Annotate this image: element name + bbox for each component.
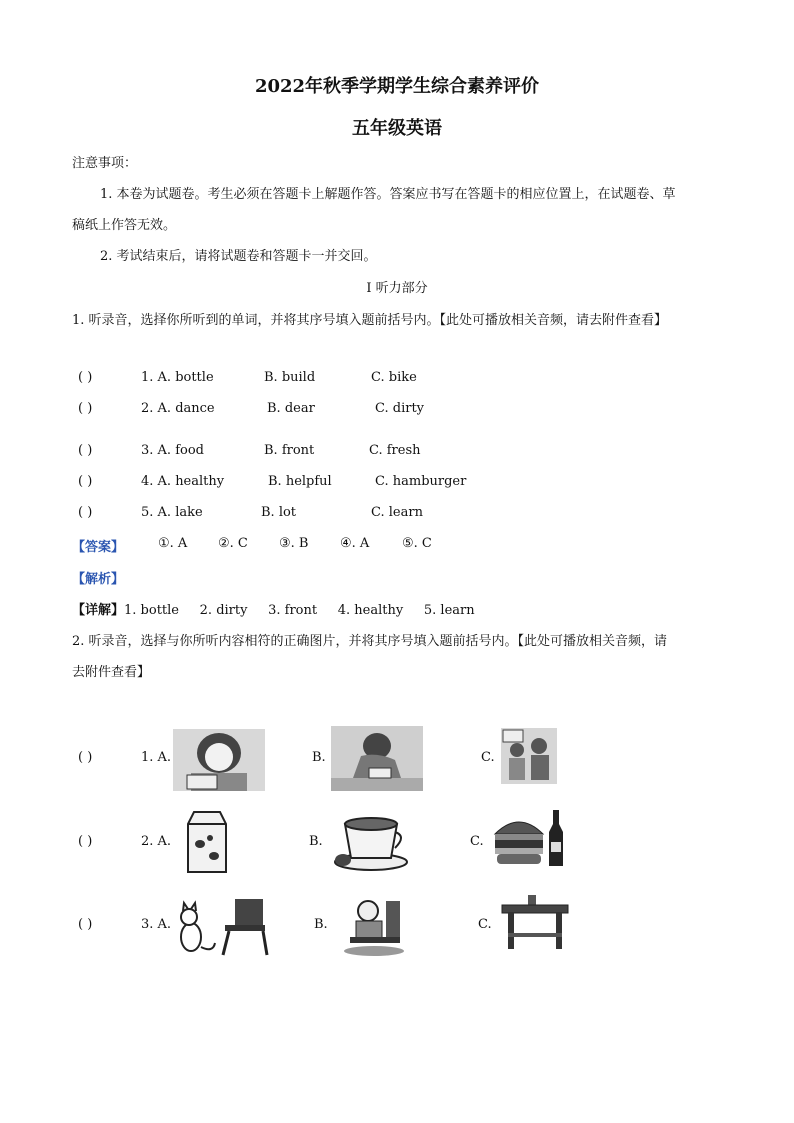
option-c: C. xyxy=(478,917,492,932)
option-b: B. xyxy=(312,750,326,765)
section-heading: I 听力部分 xyxy=(366,281,428,296)
option-b: B. dear xyxy=(267,401,315,416)
detail-row xyxy=(72,599,475,618)
q2-prompt: 2. 听录音，选择与你所听内容相符的正确图片，并将其序号填入题前括号内。【此处可播放相关音频，请 xyxy=(72,634,668,649)
option-c: C. bike xyxy=(371,370,417,385)
answer-paren[interactable]: ( ) xyxy=(78,834,93,849)
option-c: C. hamburger xyxy=(375,474,467,489)
answer-paren[interactable]: ( ) xyxy=(78,474,93,489)
milk-carton-picture xyxy=(180,808,232,876)
option-b: B. helpful xyxy=(268,474,332,489)
girl-reading-picture xyxy=(173,729,265,791)
option-b: B. front xyxy=(264,443,315,458)
option-a: 1. A. xyxy=(141,750,172,765)
option-a: 3. A. food xyxy=(141,443,204,458)
notes-item-1: 1. 本卷为试题卷。考生必须在答题卡上解题作答。答案应书写在答题卡的相应位置上，在试题卷、草 xyxy=(100,187,676,202)
woman-washing-picture xyxy=(331,726,423,791)
option-b: B. xyxy=(314,917,328,932)
option-a: 3. A. xyxy=(141,917,172,932)
table-picture xyxy=(498,893,572,953)
detail-label: 【详解】 xyxy=(72,603,125,618)
tea-cup-picture xyxy=(331,810,409,872)
analysis-label: 【解析】 xyxy=(72,572,125,587)
option-a: 2. A. dance xyxy=(141,401,215,416)
answer-item: ③. B xyxy=(279,536,309,551)
answer-item: ④. A xyxy=(340,536,370,551)
answer-paren[interactable]: ( ) xyxy=(78,917,93,932)
option-a: 1. A. bottle xyxy=(141,370,214,385)
hamburger-cola-picture xyxy=(491,806,569,870)
option-b: B. xyxy=(309,834,323,849)
option-c: C. xyxy=(481,750,495,765)
detail-text: 1. bottle 2. dirty 3. front 4. healthy 5. learn xyxy=(124,603,475,618)
page-title: 2022年秋季学期学生综合素养评价 xyxy=(254,76,540,97)
option-c: C. dirty xyxy=(375,401,425,416)
answer-item: ①. A xyxy=(158,536,188,551)
option-c: C. xyxy=(470,834,484,849)
answer-paren[interactable]: ( ) xyxy=(78,750,93,765)
answer-paren[interactable]: ( ) xyxy=(78,401,93,416)
answer-paren[interactable]: ( ) xyxy=(78,370,93,385)
answer-item: ⑤. C xyxy=(402,536,432,551)
family-photo-picture xyxy=(501,728,557,784)
notes-heading: 注意事项： xyxy=(72,156,138,171)
option-a: 2. A. xyxy=(141,834,172,849)
answer-paren[interactable]: ( ) xyxy=(78,505,93,520)
option-c: C. fresh xyxy=(369,443,421,458)
notes-item-1-cont: 稿纸上作答无效。 xyxy=(72,218,177,233)
answer-paren[interactable]: ( ) xyxy=(78,443,93,458)
q2-prompt-cont: 去附件查看】 xyxy=(72,665,151,680)
option-b: B. build xyxy=(264,370,316,385)
notes-item-2: 2. 考试结束后，请将试题卷和答题卡一并交回。 xyxy=(100,249,377,264)
option-a: 5. A. lake xyxy=(141,505,203,520)
answer-row xyxy=(72,536,124,555)
boy-on-chair-picture xyxy=(340,893,412,957)
answer-item: ②. C xyxy=(218,536,248,551)
option-c: C. learn xyxy=(371,505,423,520)
page-subtitle: 五年级英语 xyxy=(352,118,442,139)
option-a: 4. A. healthy xyxy=(141,474,225,489)
answer-label: 【答案】 xyxy=(72,540,125,555)
q1-prompt: 1. 听录音，选择你所听到的单词，并将其序号填入题前括号内。【此处可播放相关音频，请去附件查看】 xyxy=(72,313,668,328)
cat-chair-picture xyxy=(175,895,270,957)
option-b: B. lot xyxy=(261,505,297,520)
